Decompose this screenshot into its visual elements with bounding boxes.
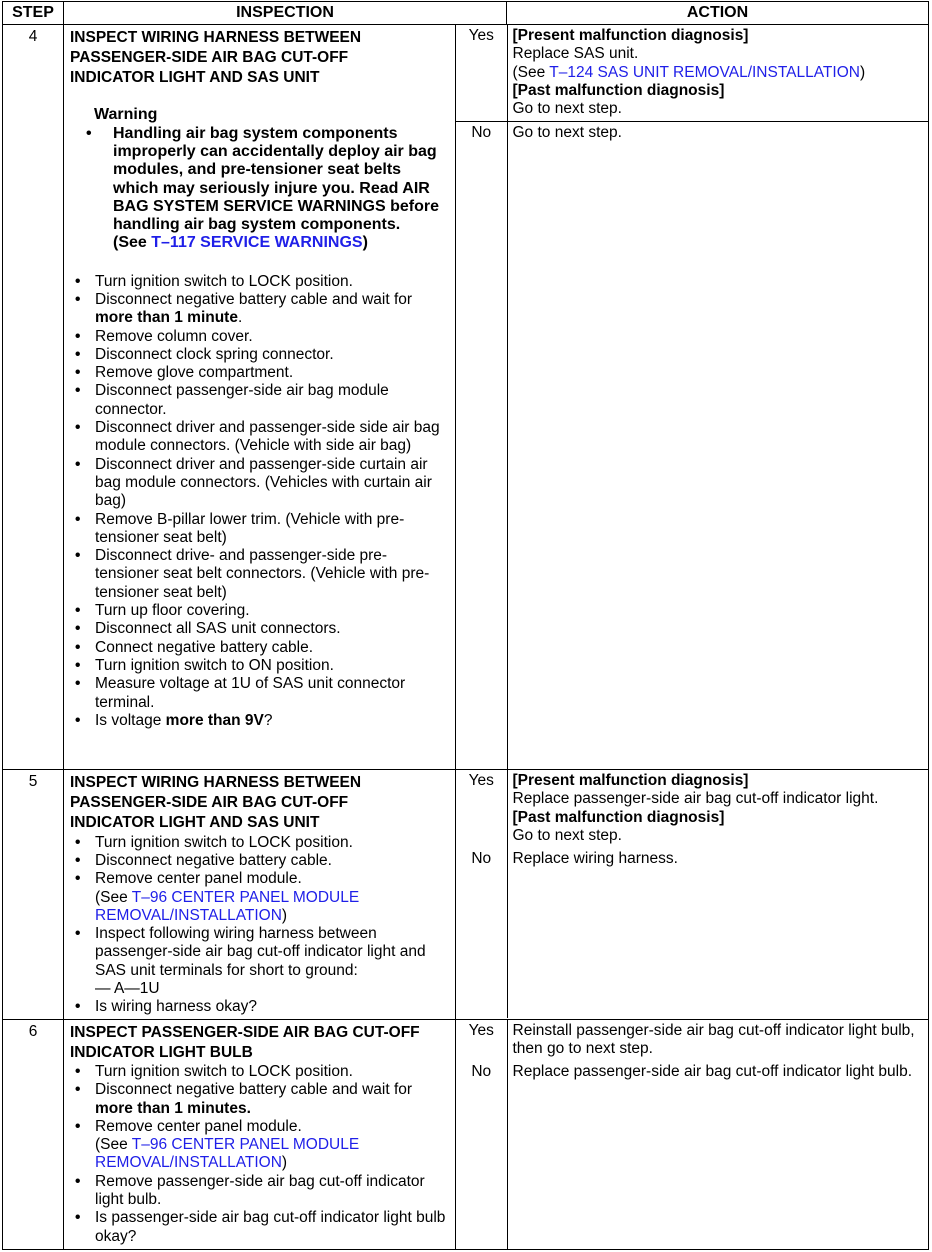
header-row bbox=[3, 2, 929, 25]
service-warnings-link[interactable]: T–117 SERVICE WARNINGS bbox=[151, 234, 363, 252]
inspection-title: INSPECT WIRING HARNESS BETWEEN PASSENGER-SIDE AIR BAG CUT-OFF INDICATOR LIGHT AND SAS UNIT bbox=[70, 774, 362, 832]
step-number: 5 bbox=[3, 770, 64, 1020]
list-item: • Remove center panel module. (See T–96 CENTER PANEL MODULE REMOVAL/INSTALLATION) bbox=[70, 1118, 449, 1173]
step-number: 4 bbox=[3, 25, 64, 770]
list-item: • Disconnect negative battery cable and wait for more than 1 minute. bbox=[70, 291, 449, 328]
result-cell bbox=[456, 25, 929, 770]
yes-label: Yes bbox=[456, 25, 507, 121]
list-item: • Is voltage more than 9V? bbox=[70, 712, 449, 730]
list-item: • Remove center panel module. (See T–96 CENTER PANEL MODULE REMOVAL/INSTALLATION) bbox=[70, 870, 449, 925]
list-item: • Turn ignition switch to LOCK position. bbox=[70, 1063, 449, 1081]
inspection-title: INSPECT WIRING HARNESS BETWEEN PASSENGER-SIDE AIR BAG CUT-OFF INDICATOR LIGHT AND SAS UNIT bbox=[70, 29, 362, 87]
list-item: • Measure voltage at 1U of SAS unit connector terminal. bbox=[70, 675, 449, 712]
list-item: • Disconnect passenger-side air bag module connector. bbox=[70, 382, 449, 419]
list-item: • Remove B-pillar lower trim. (Vehicle with pre-tensioner seat belt) bbox=[70, 511, 449, 548]
inspection-cell bbox=[64, 1019, 456, 1249]
result-cell bbox=[456, 770, 929, 1020]
inspection-cell bbox=[64, 25, 456, 770]
yes-label: Yes bbox=[456, 1020, 507, 1061]
yes-label: Yes bbox=[456, 770, 507, 848]
list-item: • Turn ignition switch to LOCK position. bbox=[70, 834, 449, 852]
list-item: • Disconnect negative battery cable. bbox=[70, 852, 449, 870]
list-item: • Remove column cover. bbox=[70, 328, 449, 346]
list-item: • Disconnect negative battery cable and wait for more than 1 minutes. bbox=[70, 1081, 449, 1118]
list-item: • Inspect following wiring harness between passenger-side air bag cut-off indicator light and SAS unit terminals for short to ground: — A—1U bbox=[70, 925, 449, 998]
warning-item: • Handling air bag system components improperly can accidentally deploy air bag modules, and pre-tensioner seat belts which may seriously injure you. Read AIR BAG SYSTEM SERVICE WARNINGS before handling air bag system components. (See T–117 SERVICE WARNINGS) bbox=[94, 125, 449, 253]
no-label: No bbox=[456, 121, 507, 769]
list-item: • Remove passenger-side air bag cut-off indicator light bulb. bbox=[70, 1173, 449, 1210]
list-item: • Disconnect all SAS unit connectors. bbox=[70, 620, 449, 638]
step-number: 6 bbox=[3, 1019, 64, 1249]
list-item: • Connect negative battery cable. bbox=[70, 639, 449, 657]
list-item: • Turn ignition switch to LOCK position. bbox=[70, 273, 449, 291]
list-item: • Disconnect driver and passenger-side side air bag module connectors. (Vehicle with side air bag) bbox=[70, 419, 449, 456]
list-item: • Disconnect driver and passenger-side curtain air bag module connectors. (Vehicles with curtain air bag) bbox=[70, 456, 449, 511]
list-item: • Turn up floor covering. bbox=[70, 602, 449, 620]
header-inspection: INSPECTION bbox=[64, 2, 507, 25]
header-action: ACTION bbox=[507, 2, 929, 25]
list-item: • Remove glove compartment. bbox=[70, 364, 449, 382]
inspection-title: INSPECT PASSENGER-SIDE AIR BAG CUT-OFF INDICATOR LIGHT BULB bbox=[70, 1023, 420, 1061]
header-step: STEP bbox=[3, 2, 64, 25]
list-item: • Disconnect drive- and passenger-side pre-tensioner seat belt connectors. (Vehicle with pre-tensioner seat belt) bbox=[70, 547, 449, 602]
inspection-cell bbox=[64, 770, 456, 1020]
no-label: No bbox=[456, 1061, 507, 1249]
inspection-steps bbox=[70, 834, 449, 1017]
no-action: Go to next step. bbox=[512, 123, 622, 141]
no-label: No bbox=[456, 848, 507, 1018]
inspection-steps bbox=[70, 273, 449, 730]
inspection-steps bbox=[70, 1063, 449, 1246]
yes-action: [Present malfunction diagnosis] Replace passenger-side air bag cut-off indicator light. [Past malfunction diagnosis] Go to next step. bbox=[512, 772, 879, 844]
result-cell bbox=[456, 1019, 929, 1249]
sas-unit-removal-link[interactable]: T–124 SAS UNIT REMOVAL/INSTALLATION bbox=[549, 63, 860, 81]
list-item: • Disconnect clock spring connector. bbox=[70, 346, 449, 364]
no-action: Replace passenger-side air bag cut-off indicator light bulb. bbox=[512, 1062, 913, 1080]
center-panel-removal-link[interactable]: T–96 CENTER PANEL MODULE REMOVAL/INSTALLATION bbox=[95, 888, 360, 924]
warning-heading: Warning bbox=[94, 105, 158, 123]
diagnostic-table bbox=[2, 1, 929, 1250]
yes-action: [Present malfunction diagnosis] Replace SAS unit. (See T–124 SAS UNIT REMOVAL/INSTALLATION) [Past malfunction diagnosis] Go to next step. bbox=[512, 27, 866, 118]
no-action: Replace wiring harness. bbox=[512, 850, 678, 867]
list-item: • Is passenger-side air bag cut-off indicator light bulb okay? bbox=[70, 1209, 449, 1246]
center-panel-removal-link[interactable]: T–96 CENTER PANEL MODULE REMOVAL/INSTALLATION bbox=[95, 1136, 360, 1172]
warning-block bbox=[94, 105, 449, 253]
list-item: • Is wiring harness okay? bbox=[70, 998, 449, 1016]
list-item: • Turn ignition switch to ON position. bbox=[70, 657, 449, 675]
step-row-4 bbox=[3, 25, 929, 770]
step-row-5 bbox=[3, 770, 929, 1020]
step-row-6 bbox=[3, 1019, 929, 1249]
yes-action: Reinstall passenger-side air bag cut-off indicator light bulb, then go to next step. bbox=[512, 1021, 915, 1057]
